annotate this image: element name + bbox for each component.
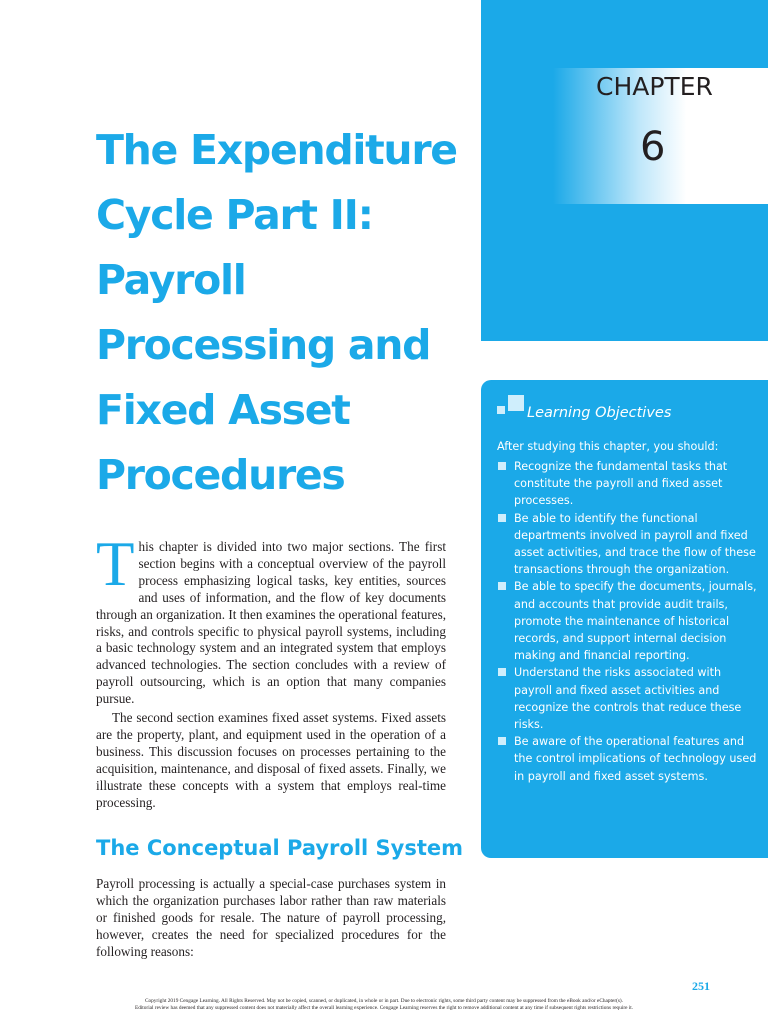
- objective-text: Be able to specify the documents, journals, and accounts that provide audit trails, promote the maintenance of historical records, and support internal decision making and financial reporting.: [514, 580, 757, 663]
- title-line: Cycle Part II:: [96, 191, 373, 239]
- chapter-label: CHAPTER: [596, 72, 713, 101]
- list-item: [497, 510, 759, 579]
- payroll-paragraph: Payroll processing is actually a special-case purchases system in which the organization purchases labor rather than raw materials or finished goods for resale. The nature of payroll processing, however, creates the need for specialized procedures for the following reasons:: [96, 876, 446, 959]
- fixed-assets-paragraph: The second section examines fixed asset systems. Fixed assets are the property, plant, and equipment used in the operation of a business. This discussion focuses on processes pertaining to the acquisition, maintenance, and disposal of fixed assets. Finally, we illustrate these concepts with a system that employs real-time processing.: [96, 710, 446, 810]
- list-item: [497, 458, 759, 510]
- square-bullet-icon: [498, 582, 506, 590]
- title-line: Procedures: [96, 451, 345, 499]
- learning-objectives-list: [497, 458, 759, 785]
- list-item: [497, 664, 759, 733]
- objective-text: Be able to identify the functional departments involved in payroll and fixed asset activities, and trace the flow of these transactions through the organization.: [514, 511, 756, 577]
- learning-objectives-intro: After studying this chapter, you should:: [497, 440, 719, 453]
- square-bullet-icon: [498, 668, 506, 676]
- objective-text: Recognize the fundamental tasks that constitute the payroll and fixed asset processes.: [514, 460, 728, 508]
- intro-paragraph: [96, 529, 446, 708]
- title-line: The Expenditure: [96, 126, 457, 174]
- drop-cap: T: [96, 529, 135, 599]
- learning-objectives-title: Learning Objectives: [527, 405, 672, 421]
- page-number: 251: [692, 979, 710, 993]
- list-item: [497, 578, 759, 664]
- title-line: Fixed Asset: [96, 386, 350, 434]
- intro-text: his chapter is divided into two major sections. The first section begins with a conceptual overview of the payroll process emphasizing logical tasks, key entities, sources and uses of information, and the flow of key documents through an organization. It then examines the operational features, risks, and controls specific to physical payroll systems, including a basic technology system and an integrated system that employs advanced technologies. The section concludes with a review of payroll outsourcing, which is an option that many companies pursue.: [96, 539, 446, 707]
- objective-text: Be aware of the operational features and the control implications of technology used in payroll and fixed asset systems.: [514, 735, 757, 783]
- square-bullet-icon: [498, 462, 506, 470]
- list-item: [497, 733, 759, 785]
- copyright-line: Copyright 2019 Cengage Learning. All Rights Reserved. May not be copied, scanned, or duplicated, in whole or in part. Due to electronic rights, some third party content may be suppressed from the eBook and/or eChapter(s).: [144, 998, 624, 1004]
- title-line: Payroll: [96, 256, 246, 304]
- title-line: Processing and: [96, 321, 431, 369]
- section-heading: The Conceptual Payroll System: [96, 836, 464, 860]
- copyright-line: Editorial review has deemed that any suppressed content does not materially affect the overall learning experience. Cengage Learning reserves the right to remove additional content at any time if subsequent rights restrictions require it.: [134, 1005, 634, 1011]
- objective-text: Understand the risks associated with payroll and fixed asset activities and recognize the controls that reduce these risks.: [514, 666, 742, 732]
- objectives-marker-icon: [497, 406, 505, 414]
- chapter-title: [96, 118, 476, 508]
- square-bullet-icon: [498, 514, 506, 522]
- copyright-notice: [0, 998, 768, 1012]
- square-bullet-icon: [498, 737, 506, 745]
- objectives-marker-icon: [508, 395, 524, 411]
- chapter-number: 6: [640, 124, 666, 170]
